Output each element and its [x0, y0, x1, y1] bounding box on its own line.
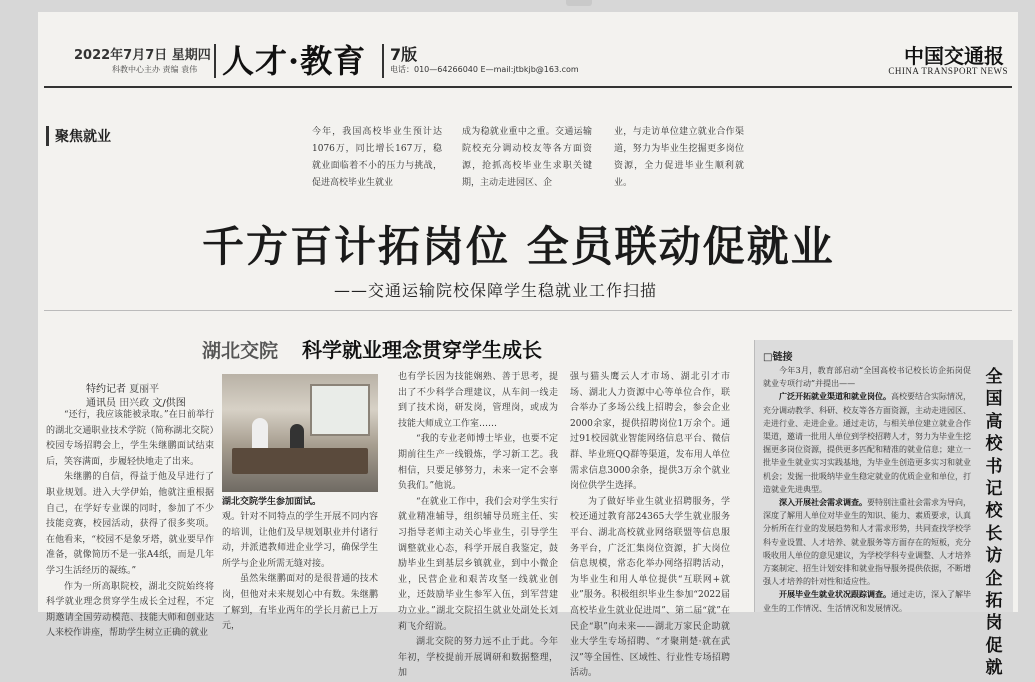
photo-window	[310, 384, 370, 436]
header-divider	[382, 44, 384, 78]
paragraph: 湖北交院的努力远不止于此。今年年初，学校提前开展调研和数据整理，加	[398, 637, 558, 679]
sidebar-item-text: 要特别注重社会需求为导向，深度了解用人单位对毕业生的知识、能力、素质要求，认真分析所在行业的发展趋势和人才需求形势，共同查找学校学科专业设置、人才培养、就业服务等方面存在的短板，充分吸收用人单位的意见建议，为学校学科专业调整、人才培养方案制定、招生计划安排和就业指导服务提供依据，不断增强人才培养的针对性和适应性。	[763, 498, 971, 587]
byline-role: 特约记者	[86, 384, 126, 395]
article-column	[398, 370, 558, 679]
newspaper-page	[38, 12, 1018, 679]
article-photo	[222, 374, 378, 492]
article-title: 科学就业理念贯穿学生成长	[302, 338, 542, 362]
article-column	[570, 370, 730, 679]
header-divider	[214, 44, 216, 78]
paragraph: 观。针对不同特点的学生开展不同内容的培训，让他们及早规划职业并付诸行动，并派遣教师进企业学习，确保学生所学与企业所需无缝对接。	[222, 512, 378, 569]
issue-date: 2022年7月7日 星期四	[74, 48, 211, 63]
editor-line: 科教中心主办 责编 袁伟	[112, 65, 198, 74]
intro-column: 今年，我国高校毕业生预计达1076万，同比增长167万，稳就业面临着不小的压力与挑战，促进高校毕业生就业	[312, 127, 442, 188]
sidebar-heading: □链接	[763, 352, 793, 363]
sidebar-item	[763, 588, 971, 614]
paragraph: 朱继鹏的自信，得益于他及早进行了职业规划。进入大学伊始，他就注重根据自己，在学好专业课的同时，参加了不少技能竞赛，校园活动，获得了很多奖项。在他看来，“校园不是象牙塔，就业要早作准备，就像简历不是一张A4纸，而是几年学习生活经历的凝练。”	[46, 472, 214, 576]
sidebar-item-title: 开展毕业生就业状况跟踪调查。	[779, 589, 891, 600]
sidebar-item-text: 高校要结合实际情况，充分调动教学、科研、校友等各方面资源，主动走进园区、走进行业、走进企业。通过走访，与相关单位建立就业合作渠道，邀请一批用人单位到学校招聘人才，努力为毕业生挖掘更多岗位资源，提供更多匹配和精准的就业信息；建立一批毕业生就业实习实践基地，为毕业生创造更多实习和就业机会；发掘一批吸纳毕业生稳定就业的优质企业和单位，打造就业先进典型。	[763, 392, 971, 494]
sidebar-intro: 今年3月，教育部启动“全国高校书记校长访企拓岗促就业专项行动”并提出——	[763, 366, 971, 389]
photo-person	[252, 418, 268, 452]
section-label: 聚焦就业	[46, 126, 111, 146]
sidebar-item-text: 通过走访，深入了解毕业生的工作情况、生活情况和发展情况。	[763, 590, 971, 613]
byline-role: 通讯员	[86, 398, 116, 409]
section-title: 人才·教育	[222, 42, 367, 80]
sidebar-item	[763, 496, 971, 588]
byline-name: 田兴政	[119, 398, 150, 409]
article-column	[46, 408, 214, 639]
sidebar-vertical-title: 全国高校书记校长访企拓岗促就	[985, 367, 1003, 679]
sidebar-text	[763, 364, 971, 615]
paragraph: 强与猫头鹰云人才市场、湖北引才市场、湖北人力资源中心等单位合作，联合举办了多场公线上招聘会，参会企业2000余家，提供招聘岗位1万余个。通过91校园就业智能网络信息平台、微信群、毕业班QQ群等渠道，发布用人单位需求信息3000余条，提供3万余个就业岗位供学生选择。	[570, 372, 730, 492]
contact-info: 电话：010—64266040 E—mail:jtbkjb@163.com	[390, 65, 579, 74]
paragraph: 也有学长因为技能娴熟、善于思考，提出了不少科学合理建议，从车间一线走到了技术岗，研发岗，管理岗，或成为技能大师成立工作室……	[398, 372, 558, 429]
byline	[86, 380, 159, 395]
paragraph: 虽然朱继鹏面对的是很普通的技术岗，但他对未来规划心中有数。朱继鹏了解到，有毕业两年的学长月薪已上万元，	[222, 574, 378, 632]
main-headline: 千方百计拓岗位 全员联动促就业	[202, 222, 835, 271]
byline-name: 夏丽平	[129, 384, 160, 395]
photo-table	[232, 448, 368, 474]
scroll-indicator[interactable]	[566, 0, 592, 6]
intro-column: 业，与走访单位建立就业合作渠道，努力为毕业生挖掘更多岗位资源，全力促进毕业生顺利就业。	[614, 127, 744, 188]
paragraph: “在就业工作中，我们会对学生实行就业精准辅导，组织辅导员班主任、实习指导老师主动关心毕业生，引导学生调整就业心态，科学开展自我鉴定，鼓励毕业生到基层乡镇就业，到中小微企业，民营企业和艰苦攻坚一线就业创业，还鼓励毕业生参军入伍，到军营建功立业。”湖北交院招生就业处副处长刘莉飞介绍说。	[398, 496, 558, 632]
sidebar-item-title: 广泛开拓就业渠道和就业岗位。	[779, 391, 891, 402]
paragraph: “我的专业老师博士毕业，也要不定期前往生产一线锻炼，学习新工艺。我相信，只要足够努力，未来一定不会辜负我们。”他说。	[398, 434, 558, 492]
page-number: 7版	[390, 45, 418, 64]
photo-caption: 湖北交院学生参加面试。	[222, 497, 322, 507]
sub-headline: ——交通运输院校保障学生稳就业工作扫描	[334, 281, 658, 300]
sidebar-item-title: 深入开展社会需求调查。	[779, 497, 867, 508]
paragraph: 为了做好毕业生就业招聘服务，学校还通过教育部24365大学生就业服务平台、湖北高校就业网络联盟等信息服务平台，广泛汇集岗位资源，扩大岗位信息规模，常态化举办网络招聘活动，为毕业生和用人单位提供“互联网+就业”服务。积极组织毕业生参加“2022届高校毕业生就业促进周”、第二届“就”在民企“职”向未来——湖北万家民企助就业大学生专场招聘、“才聚荆楚·就在武汉”等全国性、区域性、行业性专场招聘活动。	[570, 496, 730, 679]
paragraph: 作为一所高职院校，湖北交院始终将科学就业理念贯穿学生成长全过程，不定期邀请全国劳动模范、技能大师和创业达人来校作讲座，帮助学生树立正确的就业	[46, 581, 214, 639]
article-column	[222, 510, 378, 632]
byline-tail: 文/供图	[152, 398, 186, 409]
sidebar-item	[763, 390, 971, 496]
newspaper-logo: 中国交通报	[904, 44, 1004, 68]
paragraph: “还行，我应该能被录取。”在日前举行的湖北交通职业技术学院（简称湖北交院）校园专场招聘会上，学生朱继鹏面试结束后，笑容满面，步履轻快地走了出来。	[46, 410, 214, 467]
article-school: 湖北交院	[202, 340, 279, 362]
byline	[86, 394, 186, 409]
newspaper-logo-en: CHINA TRANSPORT NEWS	[888, 66, 1008, 76]
divider	[44, 310, 1012, 311]
sidebar-box	[754, 340, 1013, 679]
header-rule	[44, 86, 1012, 88]
intro-column: 成为稳就业重中之重。交通运输院校充分调动校友等各方面资源，抢抓高校毕业生求职关键期，主动走进园区、企	[462, 127, 592, 188]
